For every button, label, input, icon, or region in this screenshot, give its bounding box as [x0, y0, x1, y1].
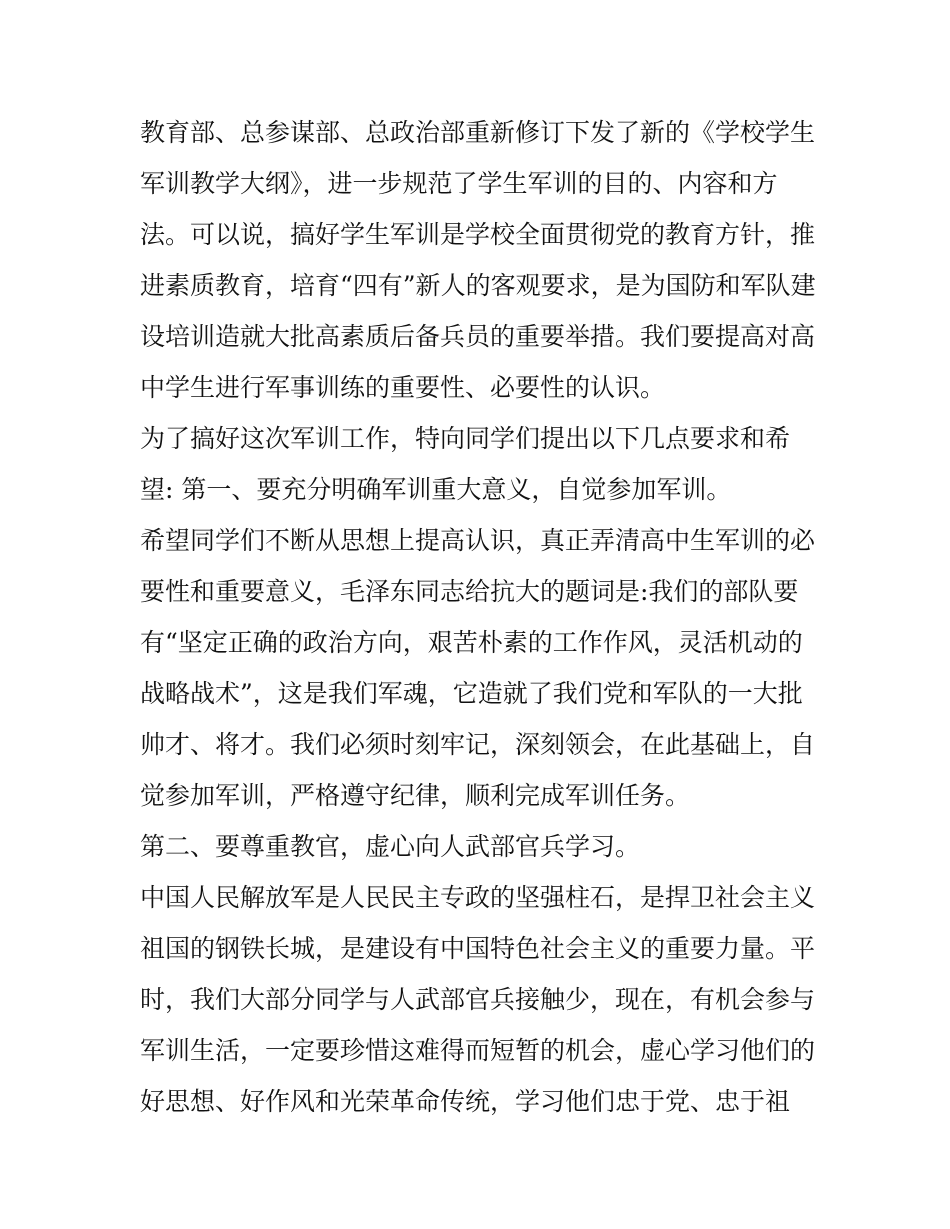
text-line-3: 法。可以说，搞好学生军训是学校全面贯彻党的教育方针，推 — [140, 220, 816, 249]
text-line-14: 觉参加军训，严格遵守纪律，顺利完成军训任务。 — [140, 781, 691, 810]
text-line-16: 中国人民解放军是人民民主专政的坚强柱石，是捍卫社会主义 — [140, 883, 816, 912]
text-line-12: 战略战术”，这是我们军魂，它造就了我们党和军队的一大批 — [140, 679, 803, 708]
text-line-2: 军训教学大纲》，进一步规范了学生军训的目的、内容和方 — [140, 169, 778, 198]
text-line-9: 希望同学们不断从思想上提高认识，真正弄清高中生军训的必 — [140, 526, 816, 555]
text-line-15: 第二、要尊重教官，虚心向人武部官兵学习。 — [140, 832, 641, 861]
text-line-4: 进素质教育，培育“四有”新人的客观要求，是为国防和军队建 — [140, 271, 816, 300]
text-line-17: 祖国的钢铁长城，是建设有中国特色社会主义的重要力量。平 — [140, 934, 816, 963]
text-line-5: 设培训造就大批高素质后备兵员的重要举措。我们要提高对高 — [140, 322, 816, 351]
text-line-18: 时，我们大部分同学与人武部官兵接触少，现在，有机会参与 — [140, 985, 816, 1014]
text-line-7: 为了搞好这次军训工作，特向同学们提出以下几点要求和希 — [140, 424, 791, 453]
text-line-13: 帅才、将才。我们必须时刻牢记，深刻领会，在此基础上，自 — [140, 730, 816, 759]
text-line-6: 中学生进行军事训练的重要性、必要性的认识。 — [140, 373, 666, 402]
text-line-11: 有“坚定正确的政治方向，艰苦朴素的工作作风，灵活机动的 — [140, 628, 803, 657]
text-line-20: 好思想、好作风和光荣革命传统，学习他们忠于党、忠于祖 — [140, 1087, 791, 1116]
text-line-1: 教育部、总参谋部、总政治部重新修订下发了新的《学校学生 — [140, 118, 816, 147]
document-body — [140, 107, 820, 1127]
text-line-19: 军训生活，一定要珍惜这难得而短暂的机会，虚心学习他们的 — [140, 1036, 816, 1065]
text-line-10: 要性和重要意义，毛泽东同志给抗大的题词是:我们的部队要 — [140, 577, 799, 606]
text-line-8: 望: 第一、要充分明确军训重大意义，自觉参加军训。 — [140, 475, 732, 504]
